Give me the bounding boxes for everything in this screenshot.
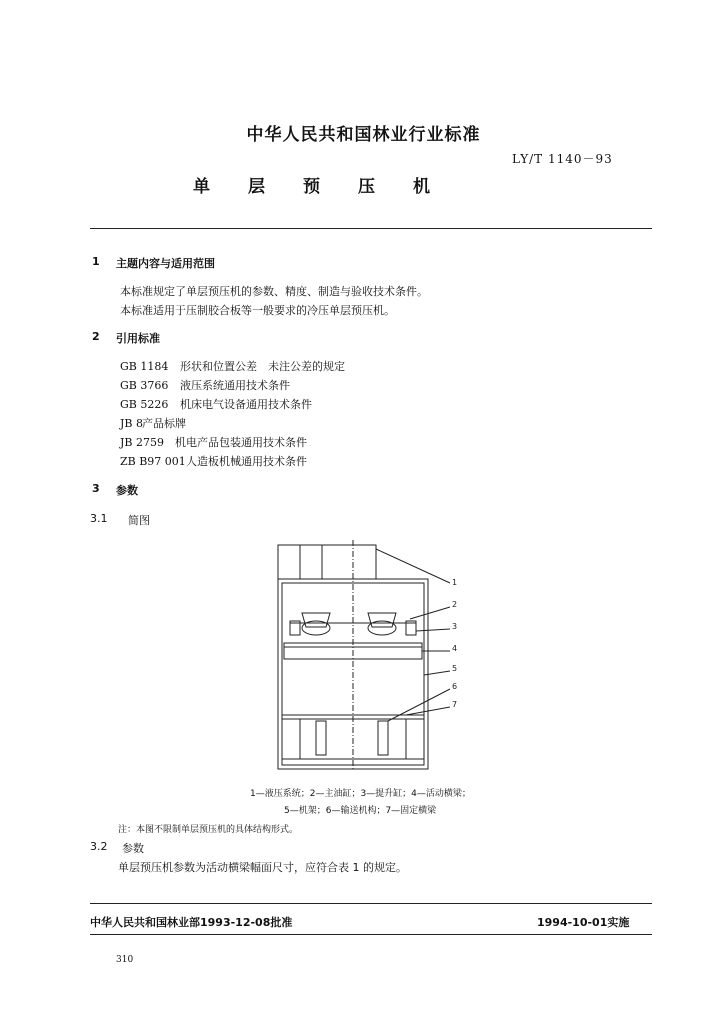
figure-label: 7: [452, 700, 458, 709]
reference-item: [120, 453, 307, 469]
reference-title: 形状和位置公差 未注公差的规定: [180, 360, 345, 373]
title-char: 机: [413, 177, 430, 197]
section-2-heading: 引用标准: [116, 332, 160, 345]
implementation-date: 1994-10-01实施: [537, 916, 630, 929]
main-cylinder-right: [368, 613, 396, 627]
section-3-heading: 参数: [116, 484, 138, 497]
reference-title: 液压系统通用技术条件: [180, 379, 290, 392]
footer-bottom-divider: [90, 934, 652, 935]
main-cylinder-left: [302, 613, 330, 627]
figure-label: 1: [452, 578, 458, 587]
figure-label: 4: [452, 644, 458, 653]
section-1-number: 1: [92, 255, 100, 268]
title-char: 预: [303, 177, 320, 197]
reference-title: 人造板机械通用技术条件: [186, 455, 307, 468]
figure-label: 3: [452, 622, 458, 631]
header-divider: [90, 228, 652, 229]
section-1-para-1: 本标准规定了单层预压机的参数、精度、制造与验收技术条件。: [120, 285, 428, 298]
footer-divider: [90, 903, 652, 904]
section-3-number: 3: [92, 482, 100, 495]
title-char: 压: [358, 177, 375, 197]
figure-caption-line-1: 1—液压系统；2—主油缸；3—提升缸；4—活动横梁；: [250, 789, 471, 799]
reference-code: GB 5226: [120, 398, 169, 411]
figure-label: 6: [452, 682, 458, 691]
page-number: 310: [116, 955, 134, 965]
figure-caption-line-2: 5—机架；6—输送机构；7—固定横梁: [284, 806, 437, 816]
figure-label: 2: [452, 600, 458, 609]
reference-item: [120, 377, 290, 393]
approval-line: 中华人民共和国林业部1993-12-08批准: [90, 916, 293, 929]
figure-note: 注：本图不限制单层预压机的具体结构形式。: [118, 825, 299, 835]
organization-title: 中华人民共和国林业行业标准: [246, 125, 481, 145]
reference-title: 机电产品包装通用技术条件: [175, 436, 307, 449]
standard-code: LY/T 1140－93: [512, 152, 613, 166]
subsection-3-2-heading: 参数: [122, 842, 144, 855]
reference-item: [120, 415, 186, 431]
conveyor-left: [316, 721, 326, 755]
reference-code: JB 8: [120, 417, 143, 430]
reference-code: GB 1184: [120, 360, 169, 373]
reference-code: GB 3766: [120, 379, 169, 392]
title-char: 层: [248, 177, 265, 197]
conveyor-right: [378, 721, 388, 755]
subsection-3-2-number: 3.2: [90, 840, 108, 853]
subsection-3-2-text: 单层预压机参数为活动横梁幅面尺寸，应符合表 1 的规定。: [118, 861, 407, 874]
reference-title: 产品标牌: [142, 417, 186, 430]
document-title: [193, 172, 430, 197]
subsection-3-1-number: 3.1: [90, 512, 108, 525]
reference-item: [120, 434, 307, 450]
reference-code: ZB B97 001: [120, 455, 186, 468]
section-2-number: 2: [92, 330, 100, 343]
subsection-3-1-heading: 简图: [128, 514, 150, 527]
prepress-schematic: [260, 535, 475, 770]
section-1-heading: 主题内容与适用范围: [116, 257, 215, 270]
reference-title: 机床电气设备通用技术条件: [180, 398, 312, 411]
hydraulic-unit-box: [278, 545, 376, 579]
title-char: 单: [193, 177, 210, 197]
reference-item: [120, 358, 345, 374]
figure-label: 5: [452, 664, 458, 673]
section-1-para-2: 本标准适用于压制胶合板等一般要求的冷压单层预压机。: [120, 304, 395, 317]
reference-code: JB 2759: [120, 436, 164, 449]
reference-item: [120, 396, 312, 412]
